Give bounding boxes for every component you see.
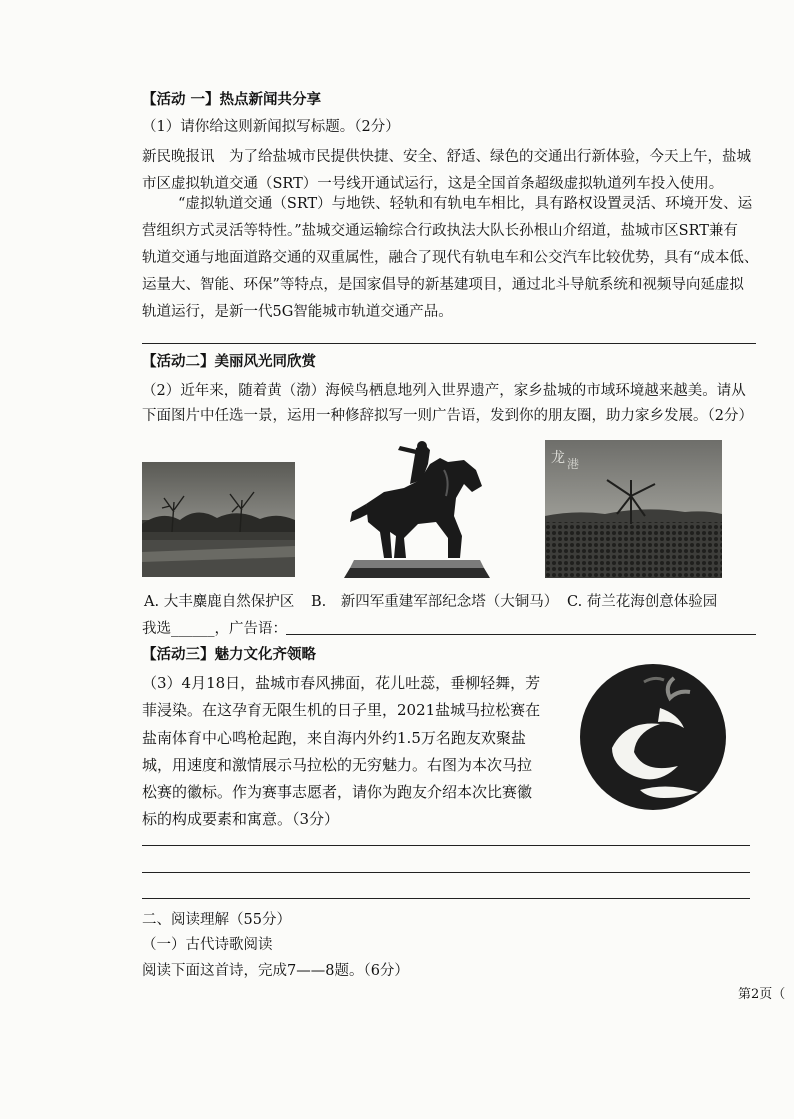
answer-line-4[interactable]: [142, 898, 750, 899]
activity3-line-5: 松赛的徽标。作为赛事志愿者，请你为跑友介绍本次比赛徽: [142, 783, 533, 802]
news-line-2: 市区虚拟轨道交通（SRT）一号线开通试运行，这是全国首条超级虚拟轨道列车投入使用。: [142, 176, 724, 192]
news-line-7: 轨道运行，是新一代5G智能城市轨道交通产品。: [142, 304, 453, 320]
slogan-line[interactable]: [286, 634, 756, 635]
news-line-3: “虚拟轨道交通（SRT）与地铁、轻轨和有轨电车相比，具有路权设置灵活、环境开发、运: [178, 196, 753, 212]
section2-subtitle: （一）古代诗歌阅读: [142, 937, 273, 953]
page-number: 第2页（: [738, 987, 786, 1002]
activity3-line-6: 标的构成要素和寓意。（3分）: [142, 810, 340, 829]
news-line-6: 运量大、智能、环保”等特点，是国家倡导的新基建项目，通过北斗导航系统和视频导向延虚拟: [142, 277, 744, 293]
photo-tulip-garden: [545, 440, 722, 578]
caption-b: B. 新四军重建军部纪念塔（大铜马）: [311, 594, 559, 610]
activity3-line-2: 菲浸染。在这孕育无限生机的日子里，2021盐城马拉松赛在: [142, 701, 541, 720]
activity2-question-line-1: （2）近年来，随着黄（渤）海候鸟栖息地列入世界遗产，家乡盐城的市域环境越来越美。请从: [142, 383, 746, 399]
svg-text:港: 港: [567, 457, 580, 471]
svg-text:龙: 龙: [551, 450, 565, 466]
news-line-5: 轨道交通与地面道路交通的双重属性，融合了现代有轨电车和公交汽车比较优势，具有“成本低、: [142, 250, 759, 266]
activity3-line-3: 盐南体育中心鸣枪起跑，来自海内外约1.5万名跑友欢聚盐: [142, 728, 526, 747]
photo-deer-reserve: [142, 462, 295, 577]
section2-instruction: 阅读下面这首诗，完成7——8题。（6分）: [142, 963, 409, 979]
choose-label: 我选______，广告语：: [142, 621, 287, 637]
caption-a: A. 大丰麋鹿自然保护区: [144, 594, 295, 610]
activity3-line-4: 城，用速度和激情展示马拉松的无穷魅力。右图为本次马拉: [142, 755, 533, 774]
activity3-heading: 【活动三】魅力文化齐领略: [142, 646, 316, 663]
activity3-question: [142, 670, 540, 834]
answer-line-2[interactable]: [142, 845, 750, 846]
activity2-heading: 【活动二】美丽风光同欣赏: [142, 353, 316, 370]
activity1-question: （1）请你给这则新闻拟写标题。（2分）: [142, 119, 400, 135]
news-line-4: 营组织方式灵活等特性。”盐城交通运输综合行政执法大队长孙根山介绍道，盐城市区SRT兼有: [142, 223, 738, 239]
photo-bronze-horse-monument: [344, 440, 490, 578]
answer-line-3[interactable]: [142, 872, 750, 873]
news-line-1: 新民晚报讯 为了给盐城市民提供快捷、安全、舒适、绿色的交通出行新体验，今天上午，盐城: [142, 149, 751, 165]
activity2-question-line-2: 下面图片中任选一景，运用一种修辞拟写一则广告语，发到你的朋友圈，助力家乡发展。（2分）: [142, 408, 753, 424]
caption-c: C. 荷兰花海创意体验园: [567, 594, 718, 610]
marathon-emblem: [578, 662, 728, 812]
section2-title: 二、阅读理解（55分）: [142, 912, 291, 928]
activity1-heading: 【活动 一】热点新闻共分享: [142, 91, 322, 108]
answer-line-1[interactable]: [142, 343, 756, 344]
activity3-line-1: （3）4月18日，盐城市春风拂面，花儿吐蕊，垂柳轻舞，芳: [142, 674, 541, 692]
